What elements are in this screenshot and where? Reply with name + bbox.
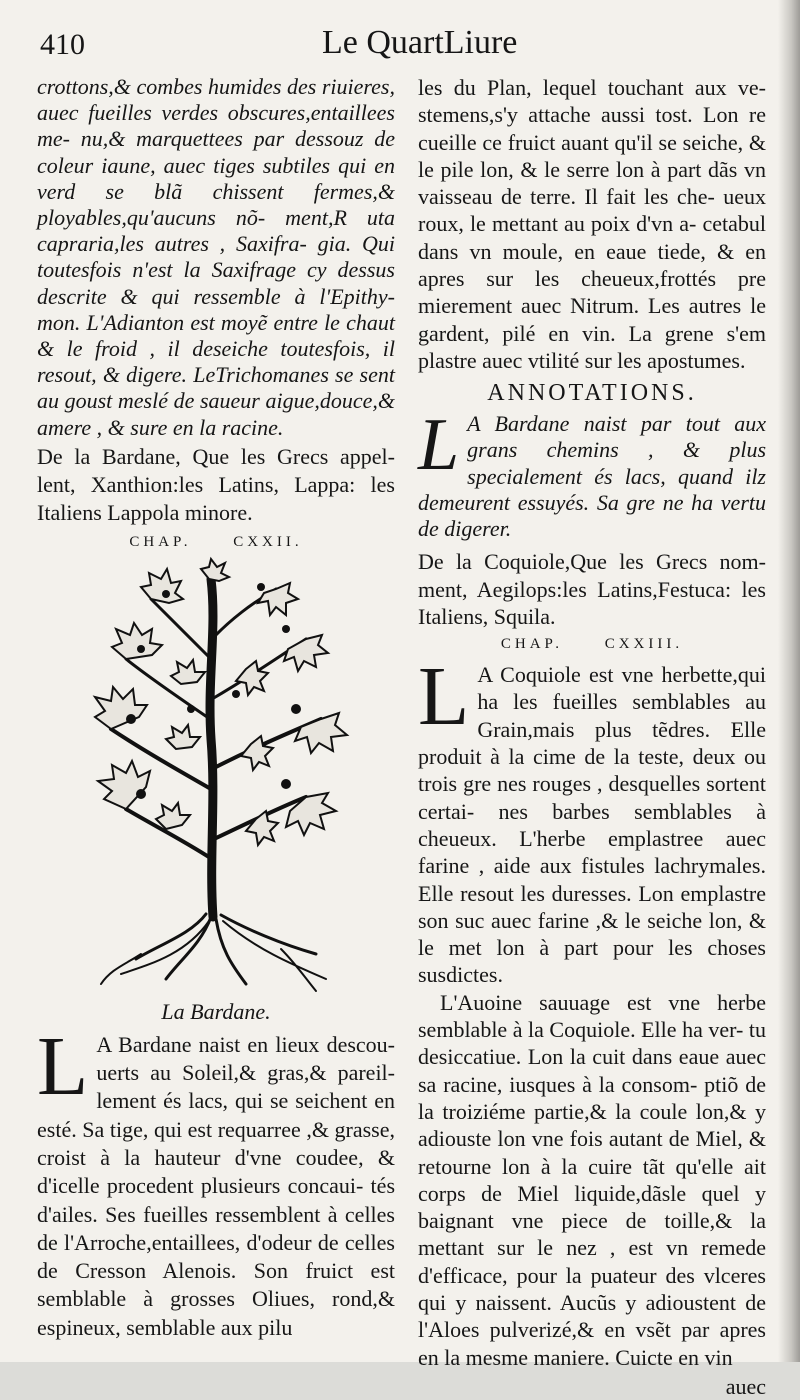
- catchword: auec: [725, 1373, 766, 1399]
- bardane-description: [37, 1019, 395, 1342]
- right-continuation-paragraph: les du Plan, lequel touchant aux ve- stemens,s'y attache aussi tost. Lon re cueille ce fruict auant qu'il se seiche, & le pile lon, & le serre lon à part dãs vn vaisseau de terre. Il fait les che- ueux roux, le mettant au poix d'vn a- cetabul dans vn moule, en eaue tiede, & en apres sur les cheueux,frottés pre mierement auec Nitrum. Les autres le gardent, pilé en vin. La grene s'em plastre auec vtilité sur les apostumes.: [418, 75, 766, 373]
- left-italic-paragraph: crottons,& combes humides des riuieres, auec fueilles verdes obscures,entaillees me- nu,& marquettees par dessouz de coleur iaune, auec tiges subtiles qui en verd se blã chissent fermes,& ployables,qu'aucuns nõ- ment,R uta capraria,les autres , Saxifra- gia. Qui toutesfois n'est la Saxifrage cy dessus descrite & qui ressemble à l'Epithy- mon. L'Adianton est moyẽ entre le chaut & le froid , il deseiche toutesfois, il resout, & digere. LeTrichomanes se sent au goust meslé de saueur aigue,douce,& amere , & sure en la racine.: [37, 74, 395, 440]
- bardane-woodcut-illustration: [81, 559, 351, 999]
- coquiole-text: A Coquiole est vne herbette,qui ha les fueilles semblables au Grain,mais plus tẽdres. Elle produit à la cime de la teste, deux ou trois gre nes rouges , desquelles sortent certai- nes barbes semblables à cheueux. L'herbe emplastree auec farine , aide aux fistules lachrymales. Elle resout les duresses. Lon emplastre son suc auec farine ,& le seiche lon, & le met lon à part pour les choses susdictes.: [418, 662, 766, 988]
- annotations-heading: ANNOTATIONS.: [487, 380, 697, 407]
- annotation-text: [418, 404, 766, 542]
- annotation-drop-cap: L: [418, 404, 460, 487]
- page-number: 410: [40, 28, 85, 61]
- drop-cap-letter-2: L: [418, 650, 470, 744]
- bardane-heading: De la Bardane, Que les Grecs appel- lent, Xanthion:les Latins, Lappa: les Italiens Lappola minore.: [37, 443, 395, 526]
- right-column: [418, 74, 766, 1400]
- coquiole-description: [418, 650, 766, 989]
- running-title: Le QuartLiure: [322, 24, 518, 61]
- auoine-paragraph: L'Auoine sauuage est vne herbe semblable à la Coquiole. Elle ha ver- tu desiccatiue. Lon la cuit dans eaue auec sa racine, iusques à la consom- ptiõ de la troiziéme partie,& la coule lon,& y adiouste lon vne fois autant de Miel, & retourne lon à la cuire tãt qu'elle ait corps de Miel liquide,dãsle quel y baignant vne piece de toille,& la mettant sur le nez , est vn remede d'efficace, pour la puateur des vlceres qui y naissent. Aucũs y adioustent de l'Aloes pulverizé,& en vsẽt par apres en la mesme maniere. Cuicte en vin: [418, 989, 766, 1370]
- bardane-text: A Bardane naist en lieux descou- uerts au Soleil,& gras,& pareil- lement és lacs, qui se seichent en esté. Sa tige, qui est requarree ,& grasse, croist à la hauteur d'vne coudee, & d'icelle procedent plusieurs concaui- tés d'ailes. Ses fueilles ressemblent à celles de l'Arroche,entaillees, d'odeur de celles de Cresson Alenois. Son fruict est semblable à grosses Oliues, rond,& espineux, semblable aux pilu: [37, 1031, 395, 1340]
- page-header: [40, 20, 740, 70]
- annotation-body: A Bardane naist par tout aux grans chemins , & plus specialement és lacs, quand ilz demeurent essuyés. Sa gre ne ha vertu de digerer.: [418, 411, 766, 542]
- coquiole-heading: De la Coquiole,Que les Grecs nom- ment, Aegilops:les Latins,Festuca: les Italiens, Squila.: [418, 549, 766, 629]
- left-column: [37, 74, 395, 1342]
- page-gutter-shadow: [778, 0, 800, 1362]
- chapter-label: CHAP. CXXII.: [129, 533, 303, 550]
- illustration-caption: La Bardane.: [161, 998, 271, 1024]
- chapter-label-2: CHAP. CXXIII.: [500, 636, 684, 653]
- drop-cap-letter: L: [37, 1019, 89, 1113]
